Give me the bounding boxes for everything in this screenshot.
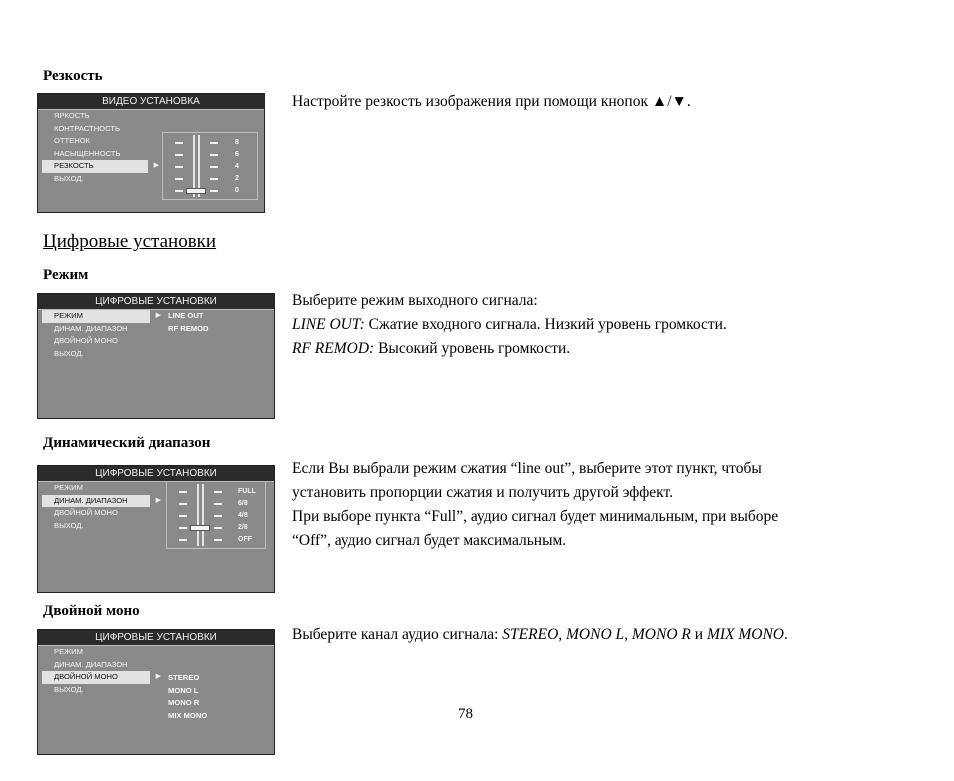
menu-item-exit[interactable]: ВЫХОД. [54, 173, 84, 183]
scale-label: 0 [235, 187, 239, 194]
scale-dash [179, 491, 187, 493]
scale-dash [179, 539, 187, 541]
option-list [168, 672, 207, 722]
mode-heading: Режим [43, 267, 89, 283]
osd-title: ЦИФРОВЫЕ УСТАНОВКИ [38, 294, 274, 310]
menu-item-label: РЕЗКОСТЬ [54, 161, 94, 170]
menu-item-mode[interactable]: РЕЖИМ [54, 483, 83, 492]
scale-dash [179, 503, 187, 505]
option-list [168, 310, 209, 335]
sharpness-osd-screen [37, 93, 265, 213]
scale-label: 6/8 [238, 500, 248, 507]
scale-label: OFF [238, 536, 252, 543]
scale-dash [210, 142, 218, 144]
dynamic-line-1: Если Вы выбрали режим сжатия “line out”, выберите этот пункт, чтобы [292, 460, 762, 477]
osd-menu [42, 482, 161, 532]
scale-dash [175, 178, 183, 180]
dual-mono-mid: и [690, 626, 707, 643]
dynamic-line-4: “Off”, аудио сигнал будет максимальным. [292, 532, 567, 549]
menu-item-sharpness[interactable] [42, 160, 159, 173]
menu-item-dynamic-range[interactable]: ДИНАМ. ДИАПАЗОН [54, 659, 128, 669]
mode-osd-screen [37, 293, 275, 419]
scale-label: 6 [235, 151, 239, 158]
scale-dash [179, 515, 187, 517]
term-rf-remod: RF REMOD: [292, 340, 375, 357]
scale-label: 2/8 [238, 524, 248, 531]
osd-title: ЦИФРОВЫЕ УСТАНОВКИ [38, 466, 274, 482]
scale-dash [214, 491, 222, 493]
sharpness-slider[interactable] [162, 132, 258, 200]
scale-dash [214, 515, 222, 517]
dual-mono-heading: Двойной моно [43, 603, 140, 619]
dynamic-line-3: При выборе пункта “Full”, аудио сигнал будет минимальным, при выборе [292, 508, 779, 525]
scale-dash [175, 166, 183, 168]
scale-label: 8 [235, 139, 239, 146]
mode-line-2 [292, 313, 727, 337]
scale-label: 4 [235, 163, 239, 170]
dual-mono-options-1: STEREO, MONO L, MONO R [502, 626, 691, 643]
page-number: 78 [458, 706, 473, 722]
menu-item-brightness[interactable]: ЯРКОСТЬ [54, 111, 90, 120]
scale-dash [179, 527, 187, 529]
option-mono-l[interactable]: MONO L [168, 685, 199, 695]
menu-item-dynamic-range[interactable] [42, 495, 161, 508]
scale-dash [210, 166, 218, 168]
menu-item-exit[interactable]: ВЫХОД. [54, 684, 84, 694]
scale-label: 4/8 [238, 512, 248, 519]
dynamic-range-slider[interactable] [166, 481, 266, 549]
menu-item-dynamic-range[interactable]: ДИНАМ. ДИАПАЗОН [54, 323, 128, 333]
scale-dash [210, 154, 218, 156]
menu-item-mode[interactable] [42, 310, 161, 323]
dual-mono-description [292, 623, 788, 647]
dual-mono-suffix: . [784, 626, 788, 643]
mode-line-1: Выберите режим выходного сигнала: [292, 292, 538, 309]
option-mix-mono[interactable]: MIX MONO [168, 710, 208, 720]
osd-title: ЦИФРОВЫЕ УСТАНОВКИ [38, 630, 274, 646]
rf-remod-text: Высокий уровень громкости. [374, 340, 571, 357]
arrow-right-icon: ▶ [155, 673, 161, 680]
slider-knob[interactable] [186, 188, 206, 194]
menu-item-exit[interactable]: ВЫХОД. [54, 520, 84, 530]
menu-item-label: ДВОЙНОЙ МОНО [54, 672, 118, 681]
menu-item-dual-mono[interactable]: ДВОЙНОЙ МОНО [54, 508, 118, 517]
menu-item-label: РЕЖИМ [54, 311, 83, 320]
section-title: Цифровые установки [43, 231, 217, 252]
slider-knob[interactable] [190, 525, 210, 531]
dual-mono-line [292, 623, 788, 647]
arrow-right-icon: ▶ [153, 162, 159, 169]
osd-title: ВИДЕО УСТАНОВКА [38, 94, 264, 110]
menu-item-hue[interactable]: ОТТЕНОК [54, 136, 91, 145]
scale-dash [214, 527, 222, 529]
arrow-right-icon: ▶ [155, 312, 161, 319]
scale-label: 2 [235, 175, 239, 182]
option-line-out[interactable]: LINE OUT [168, 311, 204, 320]
scale-dash [175, 190, 183, 192]
scale-dash [210, 190, 218, 192]
dual-mono-osd-screen [37, 629, 275, 755]
scale-dash [175, 142, 183, 144]
menu-item-contrast[interactable]: КОНТРАСТНОСТЬ [54, 123, 120, 133]
scale-label: FULL [238, 488, 256, 495]
option-rf-remod[interactable]: RF REMOD [168, 323, 209, 333]
term-line-out: LINE OUT: [292, 316, 365, 333]
mode-line-3 [292, 337, 727, 361]
menu-item-dual-mono[interactable] [42, 671, 161, 684]
osd-menu [42, 646, 161, 696]
dual-mono-prefix: Выберите канал аудио сигнала: [292, 626, 503, 643]
dynamic-description [292, 457, 778, 553]
scale-dash [210, 178, 218, 180]
slider-rail [202, 484, 204, 546]
option-mono-r[interactable]: MONO R [168, 698, 200, 707]
osd-menu [42, 310, 161, 360]
scale-dash [214, 503, 222, 505]
menu-item-saturation[interactable]: НАСЫЩЕННОСТЬ [54, 148, 121, 158]
slider-rail [197, 484, 199, 546]
scale-dash [214, 539, 222, 541]
scale-dash [175, 154, 183, 156]
arrow-right-icon: ▶ [155, 496, 161, 504]
option-stereo[interactable]: STEREO [168, 673, 200, 682]
menu-item-label: ДИНАМ. ДИАПАЗОН [54, 495, 128, 505]
dynamic-heading: Динамический диапазон [43, 435, 211, 451]
line-out-text: Сжатие входного сигнала. Низкий уровень громкости. [364, 316, 727, 333]
dynamic-line-2: установить пропорции сжатия и получить другой эффект. [292, 484, 673, 501]
sharpness-description: Настройте резкость изображения при помощи кнопок ▲/▼. [292, 93, 691, 110]
sharpness-heading: Резкость [43, 68, 103, 84]
menu-item-dual-mono[interactable]: ДВОЙНОЙ МОНО [54, 336, 118, 345]
osd-menu [42, 110, 159, 185]
mode-description [292, 289, 727, 361]
dynamic-osd-screen [37, 465, 275, 593]
menu-item-exit[interactable]: ВЫХОД. [54, 348, 84, 358]
menu-item-mode[interactable]: РЕЖИМ [54, 647, 83, 656]
dual-mono-options-2: MIX MONO [706, 626, 784, 643]
